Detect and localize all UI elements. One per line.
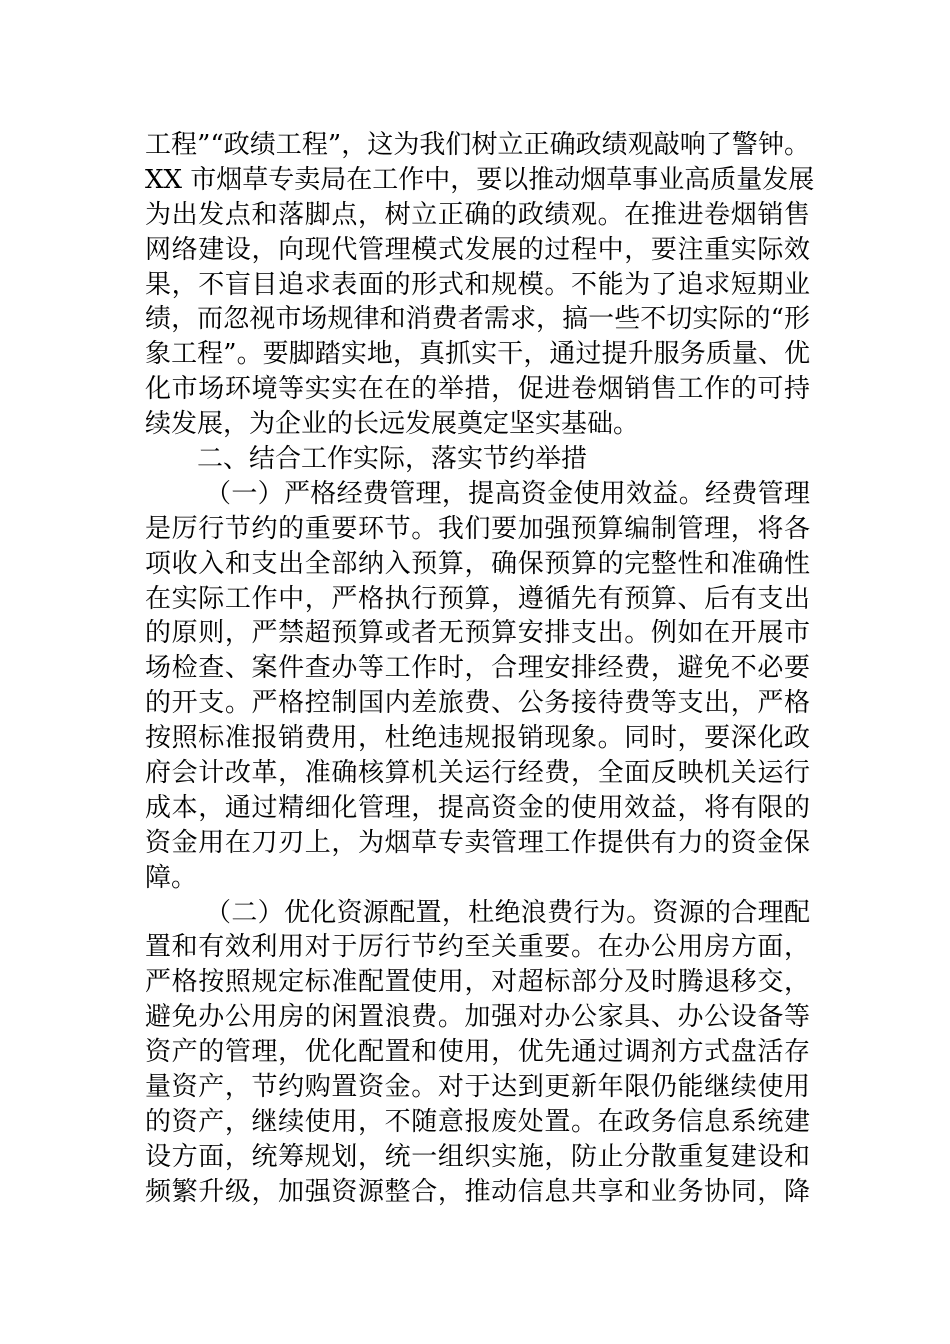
document-body bbox=[145, 128, 815, 1210]
text-line: 场检查、案件查办等工作时，合理安排经费，避免不必要 bbox=[145, 653, 810, 684]
text-line: 资产的管理，优化配置和使用，优先通过调剂方式盘活存 bbox=[145, 1037, 810, 1068]
text-line: 项收入和支出全部纳入预算，确保预算的完整性和准确性 bbox=[145, 548, 810, 579]
text-line: 频繁升级，加强资源整合，推动信息共享和业务协同，降 bbox=[145, 1176, 810, 1207]
text-line: 置和有效利用对于厉行节约至关重要。在办公用房方面， bbox=[145, 932, 810, 963]
text-line: 量资产，节约购置资金。对于达到更新年限仍能继续使用 bbox=[145, 1072, 810, 1103]
text-line: 避免办公用房的闲置浪费。加强对办公家具、办公设备等 bbox=[145, 1002, 810, 1033]
text-line: XX 市烟草专卖局在工作中，要以推动烟草事业高质量发展 bbox=[145, 164, 815, 195]
text-line: 成本，通过精细化管理，提高资金的使用效益，将有限的 bbox=[145, 792, 810, 823]
text-line: 按照标准报销费用，杜绝违规报销现象。同时，要深化政 bbox=[145, 723, 810, 754]
text-line: 化市场环境等实实在在的举措，促进卷烟销售工作的可持 bbox=[145, 374, 810, 405]
text-line: 设方面，统筹规划，统一组织实施，防止分散重复建设和 bbox=[145, 1141, 810, 1172]
paragraph-start-line: （一）严格经费管理，提高资金使用效益。经费管理 bbox=[205, 478, 810, 509]
paragraph-end-line: 障。 bbox=[145, 862, 198, 893]
text-line: 府会计改革，准确核算机关运行经费，全面反映机关运行 bbox=[145, 758, 810, 789]
text-line: 严格按照规定标准配置使用，对超标部分及时腾退移交， bbox=[145, 967, 810, 998]
text-line: 绩，而忽视市场规律和消费者需求，搞一些不切实际的“形 bbox=[145, 304, 810, 335]
text-line: 果，不盲目追求表面的形式和规模。不能为了追求短期业 bbox=[145, 269, 810, 300]
text-line: 工程”“政绩工程”，这为我们树立正确政绩观敲响了警钟。 bbox=[145, 130, 810, 160]
text-line: 的原则，严禁超预算或者无预算安排支出。例如在开展市 bbox=[145, 618, 810, 649]
text-line: 网络建设，向现代管理模式发展的过程中，要注重实际效 bbox=[145, 234, 810, 265]
paragraph-end-line: 续发展，为企业的长远发展奠定坚实基础。 bbox=[145, 409, 640, 440]
paragraph-start-line: （二）优化资源配置，杜绝浪费行为。资源的合理配 bbox=[205, 897, 810, 928]
section-heading: 二、结合工作实际，落实节约举措 bbox=[197, 444, 588, 475]
text-line: 资金用在刀刃上，为烟草专卖管理工作提供有力的资金保 bbox=[145, 827, 810, 858]
text-line: 在实际工作中，严格执行预算，遵循先有预算、后有支出 bbox=[145, 583, 810, 614]
text-line: 为出发点和落脚点，树立正确的政绩观。在推进卷烟销售 bbox=[145, 199, 810, 230]
text-line: 的开支。严格控制国内差旅费、公务接待费等支出，严格 bbox=[145, 688, 810, 719]
text-line: 的资产，继续使用，不随意报废处置。在政务信息系统建 bbox=[145, 1106, 810, 1137]
text-line: 是厉行节约的重要环节。我们要加强预算编制管理，将各 bbox=[145, 513, 810, 544]
text-line: 象工程”。要脚踏实地，真抓实干，通过提升服务质量、优 bbox=[145, 339, 810, 370]
